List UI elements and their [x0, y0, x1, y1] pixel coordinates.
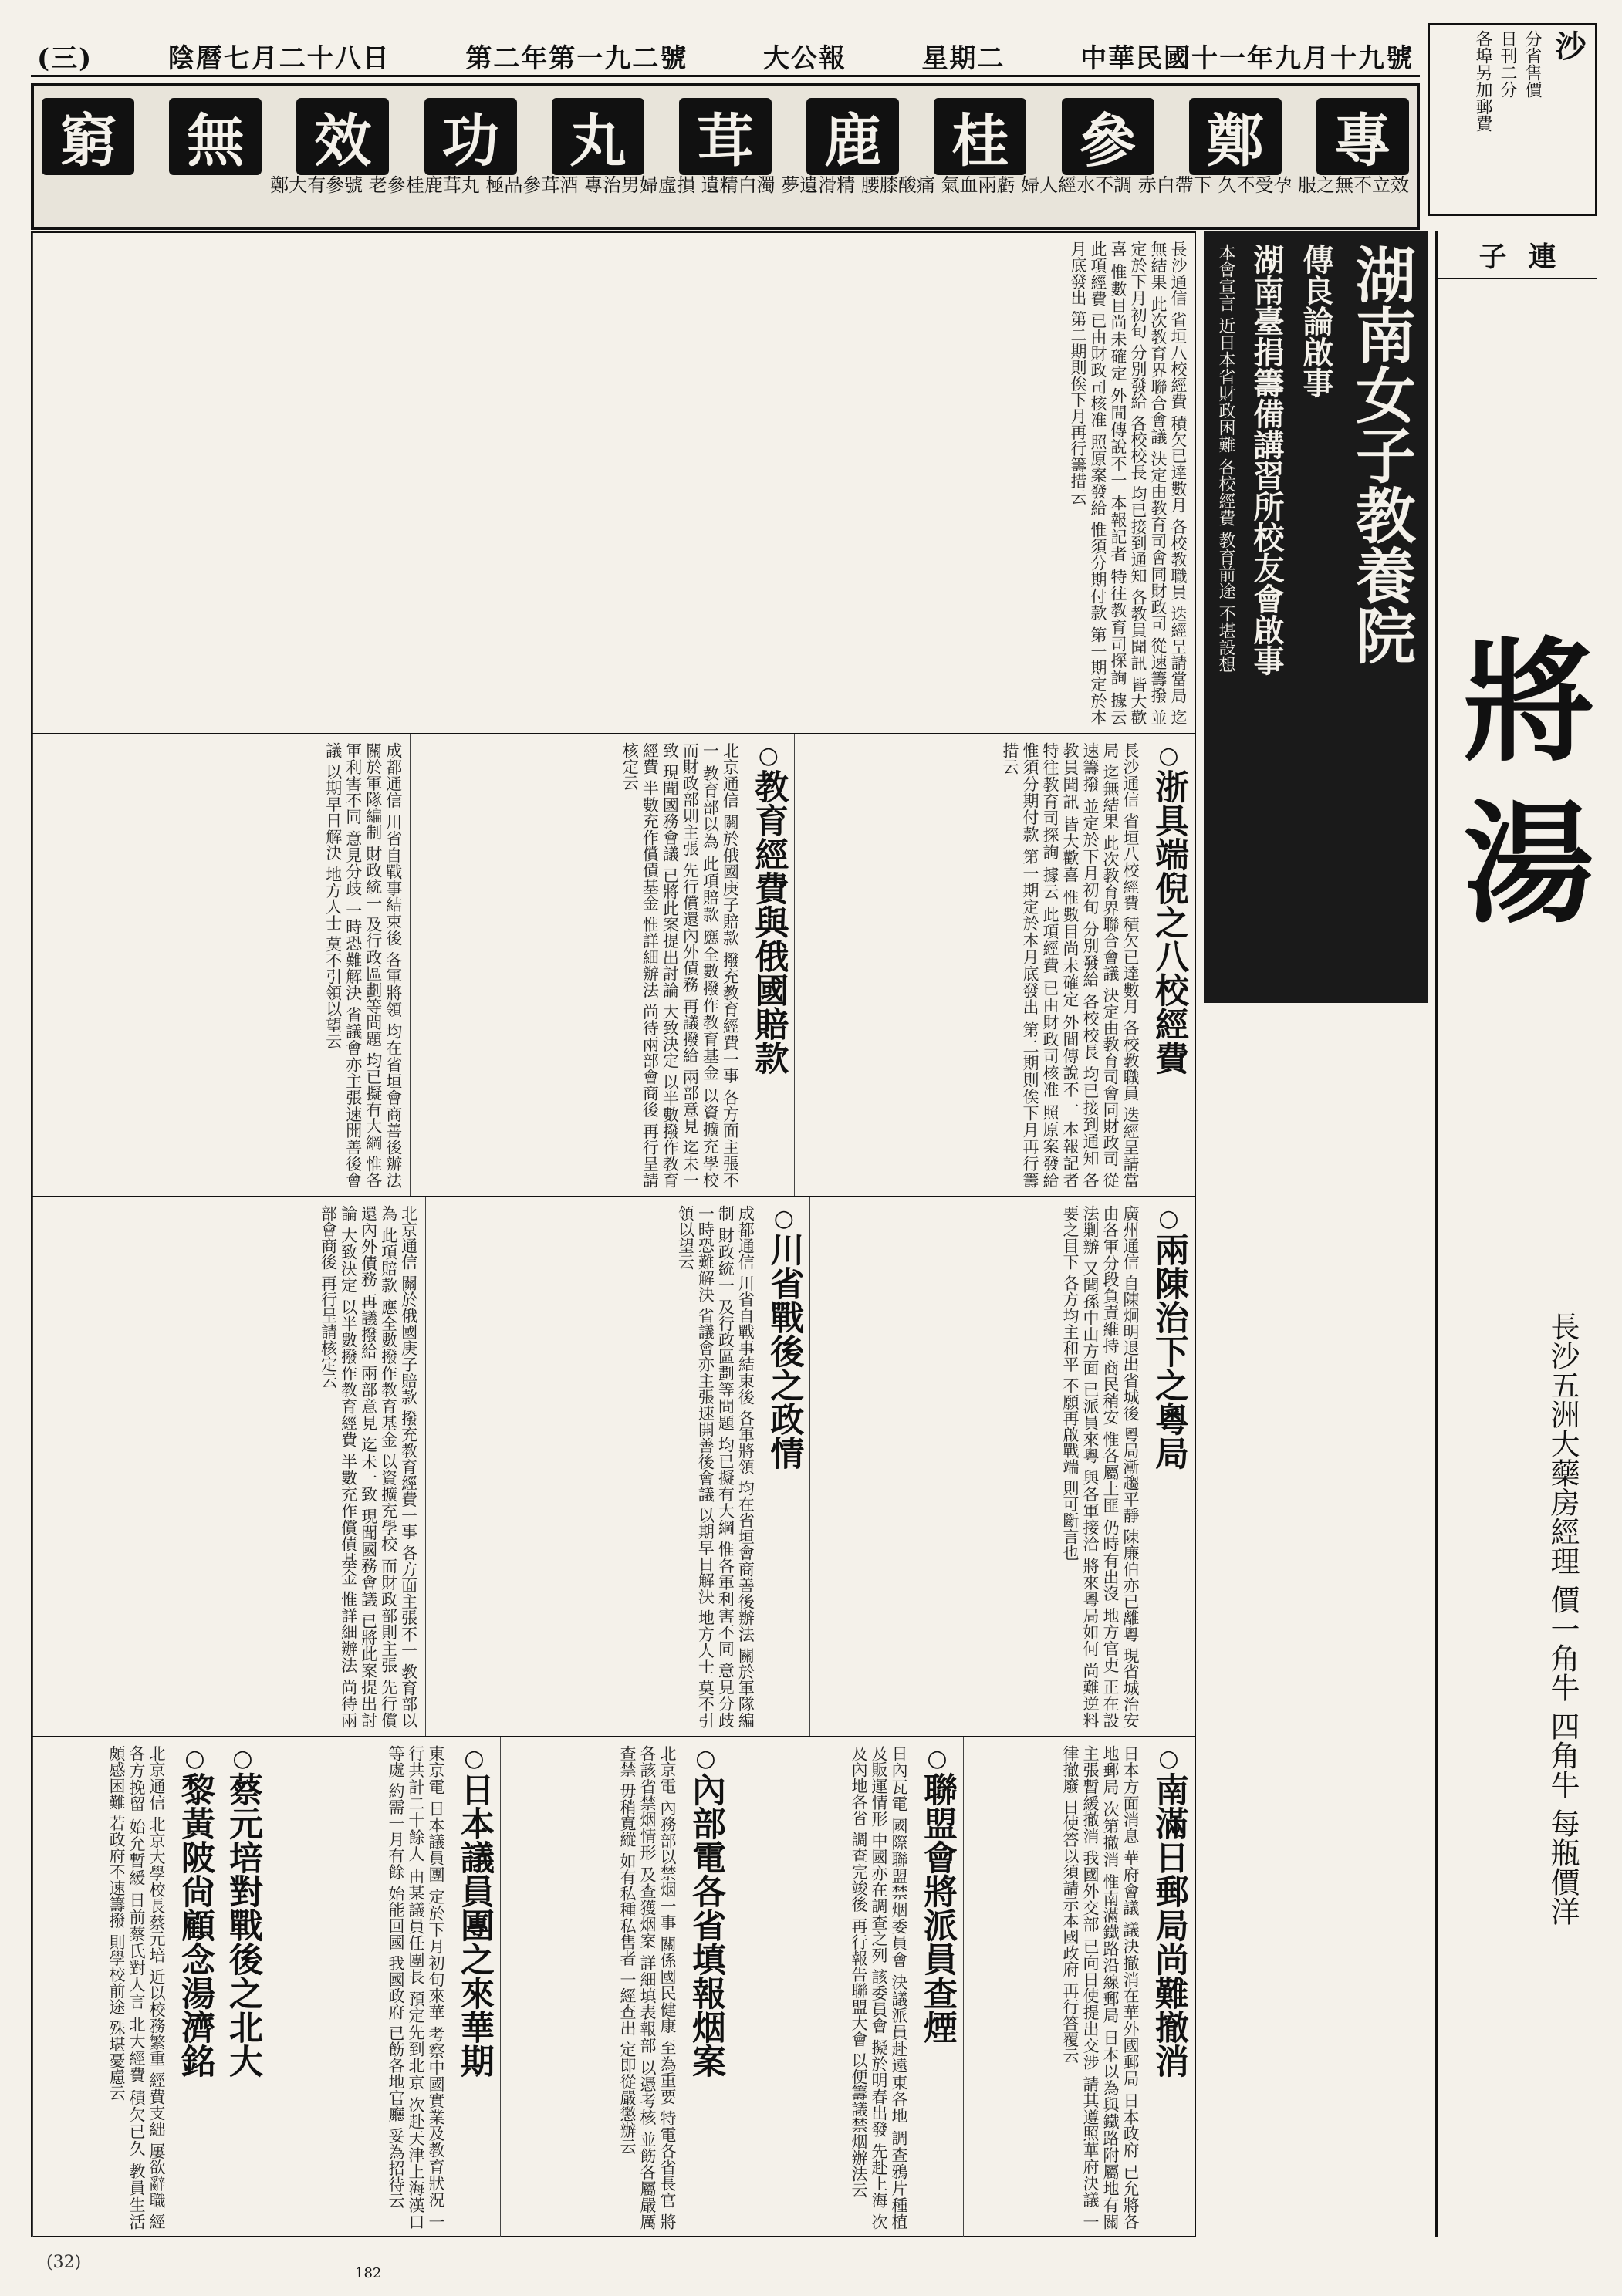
article-text: 東京電 日本議員團 定於下月初旬來華 考察中國實業及教育狀況 一行共計二十餘人 由某議員任團長 預定先到北京 次赴天津上海漢口等處 約需一月有餘 始能回國 我國政府 已飭各地官廳 妥為招待云	[387, 1745, 445, 2230]
news-body	[31, 231, 1196, 2237]
article-block	[425, 1197, 810, 1736]
article-title: ○黎黃陂尙顧念湯濟銘	[175, 1745, 215, 2078]
corner-line: 各埠另加郵費	[1473, 30, 1492, 132]
headline-main: 湖南女子教養院	[1346, 244, 1416, 665]
ad-char: 丸	[552, 98, 644, 175]
article-text: 長沙通信 省垣八校經費 積欠已達數月 各校教職員 迭經呈請當局 迄無結果 此次教育界聯合會議 決定由教育司會同財政司 從速籌撥 並定於下月初旬 分別發給 各校校長 均已接到通知 各教員聞訊 皆大歡喜 惟數目尚未確定 外間傳說不一 本報記者 特往教育司探詢 據云 此項經費 已由財政司核准 照原案發給 惟須分期付款 第一期定於本月底發出 第二期則俟下月再行籌措云	[1069, 241, 1188, 725]
article-title: ○南滿日郵局尚難撤消	[1149, 1745, 1188, 2078]
ad-char: 效	[296, 98, 389, 175]
ad-char: 專	[1316, 98, 1409, 175]
article-title: ○日本議員團之來華期	[454, 1745, 494, 2078]
article-block	[410, 734, 795, 1196]
corner-line: 分省售價	[1522, 30, 1542, 98]
article-block	[269, 1737, 500, 2237]
ad-char: 參	[1062, 98, 1154, 175]
headline-sub: 傳良論啟事	[1298, 244, 1334, 398]
article-text: 日內瓦電 國際聯盟禁烟委員會 決議派員赴遠東各地 調查鴉片種植及販運情形 中國亦在調查之列 該委員會 擬於明春出發 先赴上海 次及內地各省 調查完竣後 再行報告聯盟大會 以便籌議禁烟辦法云	[850, 1745, 908, 2230]
article-block	[809, 1197, 1195, 1736]
news-band-4	[32, 1737, 1195, 2237]
ad-char: 桂	[934, 98, 1026, 175]
top-advertisement	[31, 83, 1420, 230]
masthead-date-line	[31, 37, 1420, 77]
right-ad-header	[1438, 231, 1597, 279]
article-title: ○川省戰後之政情	[764, 1205, 804, 1470]
article-block	[963, 1737, 1195, 2237]
article-title: ○內部電各省填報烟案	[686, 1745, 725, 2078]
article-text: 北京通信 關於俄國庚子賠款 撥充教育經費一事 各方面主張不一 教育部以為 此項賠款 應全數撥作教育基金 以資擴充學校 而財政部則主張 先行償還內外債務 再議撥給 兩部意見 迄未一致 現聞國務會議 已將此案提出討論 大致決定 以半數撥作教育經費 半數充作償債基金 惟詳細辦法 尚待兩部會商後 再行呈請核定云	[620, 742, 740, 1188]
date-line-part: 大公報	[762, 43, 846, 74]
ad-char: 茸	[679, 98, 772, 175]
article-text: 北京電 內務部以禁烟一事 關係國民健康 至為重要 特電各省長官 將各該省禁烟情形 及查獲烟案 詳細填表報部 以憑考核 並飭各屬嚴厲查禁 毋稍寬縱 如有私種私售者 一經查出 定即從嚴懲辦云	[618, 1745, 677, 2230]
date-line-part: 陰曆七月二十八日	[167, 43, 390, 74]
ad-char: 功	[424, 98, 517, 175]
article-text: 長沙通信 省垣八校經費 積欠已達數月 各校教職員 迭經呈請當局 迄無結果 此次教育界聯合會議 決定由教育司會同財政司 從速籌撥 並定於下月初旬 分別發給 各校校長 均已接到通知 各教員聞訊 皆大歡喜 惟數目尚未確定 外間傳說不一 本報記者 特往教育司探詢 據云 此項經費 已由財政司核准 照原案發給 惟須分期付款 第一期定於本月底發出 第二期則俟下月再行籌措云	[1001, 742, 1140, 1188]
page-mark: (32)	[46, 2253, 82, 2272]
article-text: 廣州通信 自陳炯明退出省城後 粵局漸趨平靜 陳廉伯亦已離粵 現省城治安 由各軍分段負責維持 商民稍安 惟各屬土匪 仍時有出沒 地方官吏 正在設法剿辦 又聞孫中山方面 已派員來粵 與各軍接洽 將來粵局如何 尚難逆料 要之目下 各方均主和平 不願再啟戰端 則可斷言也	[1061, 1205, 1140, 1728]
ad-char: 窮	[42, 98, 134, 175]
subscription-box	[1428, 23, 1597, 216]
date-line-part: 第二年第一九二號	[465, 43, 688, 74]
corner-title: 沙	[1550, 30, 1587, 61]
news-band-1	[32, 233, 1195, 734]
date-line-part: 星期二	[921, 43, 1005, 74]
ad-char: 無	[169, 98, 262, 175]
article-block	[794, 734, 1195, 1196]
article-text: 成都通信 川省自戰事結束後 各軍將領 均在省垣會商善後辦法 關於軍隊編制 財政統一 及行政區劃等問題 均已擬有大綱 惟各軍利害不同 意見分歧 一時恐難解決 省議會亦主張速開善後會議 以期早日解決 地方人士 莫不引領以望云	[323, 742, 403, 1188]
right-advertisement-column	[1435, 231, 1597, 2237]
article-title: ○浙具端倪之八校經費	[1149, 742, 1188, 1075]
right-ad-header-char: 連	[1528, 240, 1556, 273]
article-block	[500, 1737, 732, 2237]
ad-fine-print: 鄭大有參號 老參桂鹿茸丸 極品參茸酒 專治男婦虛損 遺精白濁 夢遺滑精 腰膝酸痛 氣血兩虧 婦人經水不調 赤白帶下 久不受孕 服之無不立效	[270, 174, 1409, 196]
article-block	[32, 233, 1195, 733]
headline-block	[1204, 231, 1428, 1003]
date-line-part: 中華民國十一年九月十九號	[1080, 43, 1414, 74]
article-text: 北京通信 北京大學校長蔡元培 近以校務繁重 經費支絀 屢欲辭職 經各方挽留 始允暫緩 日前蔡氏對人言 北大經費 積欠已久 教員生活 頗感困難 若政府不速籌撥 則學校前途 殊堪憂慮云	[107, 1745, 166, 2230]
ad-headline	[42, 94, 1409, 179]
article-block	[32, 1197, 425, 1736]
article-title: ○蔡元培對戰後之北大	[223, 1745, 262, 2078]
news-band-2	[32, 734, 1195, 1197]
ad-char: 鹿	[806, 98, 899, 175]
article-title: ○兩陳治下之粵局	[1149, 1205, 1188, 1470]
right-ad-header-char: 子	[1478, 240, 1507, 273]
ad-char: 鄭	[1189, 98, 1282, 175]
right-ad-brand: 將湯	[1440, 633, 1595, 957]
headline-sub: 湖南臺捐籌備講習所校友會啟事	[1249, 244, 1285, 676]
news-band-3	[32, 1197, 1195, 1737]
article-block	[732, 1737, 963, 2237]
date-line-part: (三)	[37, 43, 93, 74]
article-title: ○聯盟會將派員查煙	[917, 1745, 957, 2044]
headline-note: 本會宣言 近日本省財政困難 各校經費 教育前途 不堪設想	[1216, 244, 1235, 673]
page-number: 182	[355, 2265, 382, 2281]
article-text: 成都通信 川省自戰事結束後 各軍將領 均在省垣會商善後辦法 關於軍隊編制 財政統一 及行政區劃等問題 均已擬有大綱 惟各軍利害不同 意見分歧 一時恐難解決 省議會亦主張速開善後會議 以期早日解決 地方人士 莫不引領以望云	[676, 1205, 755, 1728]
article-title: ○教育經費與俄國賠款	[748, 742, 789, 1075]
corner-line: 日刊二分	[1498, 30, 1517, 98]
article-block	[32, 1737, 269, 2237]
right-ad-subtext: 長沙五洲大藥房經理 價一角牛 四角牛 每瓶價洋	[1546, 1312, 1580, 1926]
article-text: 日本方面消息 華府會議 議決撤消在華外國郵局 日本政府 已允將各地郵局 次第撤消 惟南滿鐵路沿線郵局 日本以為與鐵路附屬地有關 主張暫緩撤消 我國外交部 已向日使提出交涉 請其遵照華府決議 一律撤廢 日使答以須請示本國政府 再行答覆云	[1061, 1745, 1140, 2230]
article-text: 北京通信 關於俄國庚子賠款 撥充教育經費一事 各方面主張不一 教育部以為 此項賠款 應全數撥作教育基金 以資擴充學校 而財政部則主張 先行償還內外債務 再議撥給 兩部意見 迄未一致 現聞國務會議 已將此案提出討論 大致決定 以半數撥作教育經費 半數充作償債基金 惟詳細辦法 尚待兩部會商後 再行呈請核定云	[319, 1205, 418, 1728]
article-block	[32, 734, 410, 1196]
